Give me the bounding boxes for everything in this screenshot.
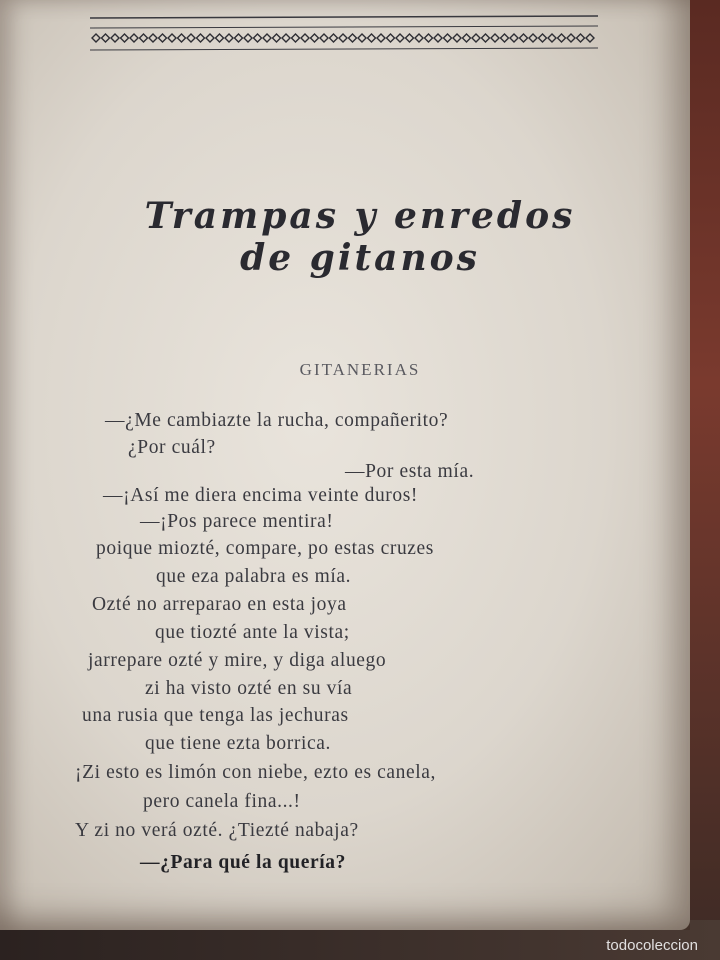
verse-line: que tiene ezta borrica.: [145, 733, 331, 754]
ornament-diamond: [539, 34, 547, 42]
ornament-diamond: [396, 34, 404, 42]
ornament-diamond: [206, 34, 214, 42]
verse-line: jarrepare ozté y mire, y diga aluego: [88, 650, 387, 671]
ornament-diamond: [425, 34, 433, 42]
ornament-diamond: [102, 34, 110, 42]
ornament-diamond: [330, 34, 338, 42]
verse-line: Y zi no verá ozté. ¿Tiezté nabaja?: [75, 820, 359, 841]
ornament-diamond: [121, 34, 129, 42]
ornament-diamond: [140, 34, 148, 42]
verse-line: pero canela fina...!: [143, 791, 301, 812]
verse-line: que tiozté ante la vista;: [155, 622, 350, 643]
ornament-diamond: [130, 34, 138, 42]
ornament-diamond: [282, 34, 290, 42]
title-line-1: Trampas y enredos: [144, 195, 576, 237]
ornament-diamond: [491, 34, 499, 42]
verse-line: que eza palabra es mía.: [156, 566, 352, 587]
ornament-diamond: [168, 34, 176, 42]
ornament-diamond: [472, 34, 480, 42]
ornament-diamond: [292, 34, 300, 42]
ornament-diamond: [159, 34, 167, 42]
ornament-diamond: [301, 34, 309, 42]
ornament-diamond: [254, 34, 262, 42]
ornament-diamond: [263, 34, 271, 42]
ornament-diamond: [235, 34, 243, 42]
verse-line: —¡Así me diera encima veinte duros!: [103, 485, 419, 506]
page-title: [70, 195, 650, 279]
ornament-diamond: [577, 34, 585, 42]
verse-line: —¡Pos parece mentira!: [140, 511, 334, 532]
ornament-diamond: [482, 34, 490, 42]
ornament-diamond: [273, 34, 281, 42]
ornament-diamond: [586, 34, 594, 42]
verse-line: ¡Zi esto es limón con niebe, ezto es canela,: [75, 762, 437, 783]
ornament-diamond: [187, 34, 195, 42]
ornament-diamond: [548, 34, 556, 42]
verse-line: poique miozté, compare, po estas cruzes: [96, 538, 434, 559]
verse-line: zi ha visto ozté en su vía: [145, 678, 353, 699]
ornamental-border: [90, 14, 600, 54]
verse-line: ¿Por cuál?: [128, 437, 216, 458]
verse-line: Ozté no arreparao en esta joya: [92, 594, 347, 615]
ornament-diamond: [463, 34, 471, 42]
ornament-diamond: [434, 34, 442, 42]
section-heading: GITANERIAS: [299, 360, 421, 379]
ornament-diamond: [111, 34, 119, 42]
ornament-diamond: [92, 34, 100, 42]
ornament-diamond: [339, 34, 347, 42]
verse-line: una rusia que tenga las jechuras: [82, 705, 349, 726]
ornament-diamond: [311, 34, 319, 42]
ornament-diamond: [510, 34, 518, 42]
ornament-diamond: [358, 34, 366, 42]
ornament-diamond: [406, 34, 414, 42]
ornament-diamond: [216, 34, 224, 42]
verse-line: —¿Me cambiazte la rucha, compañerito?: [105, 410, 449, 431]
ornament-diamond: [178, 34, 186, 42]
ornament-diamond: [349, 34, 357, 42]
ornament-diamond: [453, 34, 461, 42]
verse-line: —Por esta mía.: [345, 461, 475, 482]
ornament-diamond: [558, 34, 566, 42]
ornament-diamond: [529, 34, 537, 42]
ornament-diamond: [197, 34, 205, 42]
watermark: todocoleccion: [606, 937, 698, 954]
ornament-diamond: [387, 34, 395, 42]
title-line-2: de gitanos: [240, 237, 480, 279]
ornament-diamond: [368, 34, 376, 42]
ornament-diamond: [377, 34, 385, 42]
ornament-diamond: [567, 34, 575, 42]
verse-line: —¿Para qué la quería?: [140, 852, 346, 873]
ornament-diamond: [225, 34, 233, 42]
ornament-diamond: [244, 34, 252, 42]
ornament-diamond: [149, 34, 157, 42]
ornament-diamond: [415, 34, 423, 42]
ornament-diamond: [520, 34, 528, 42]
ornament-diamond: [320, 34, 328, 42]
ornament-diamond: [501, 34, 509, 42]
ornament-diamond: [444, 34, 452, 42]
